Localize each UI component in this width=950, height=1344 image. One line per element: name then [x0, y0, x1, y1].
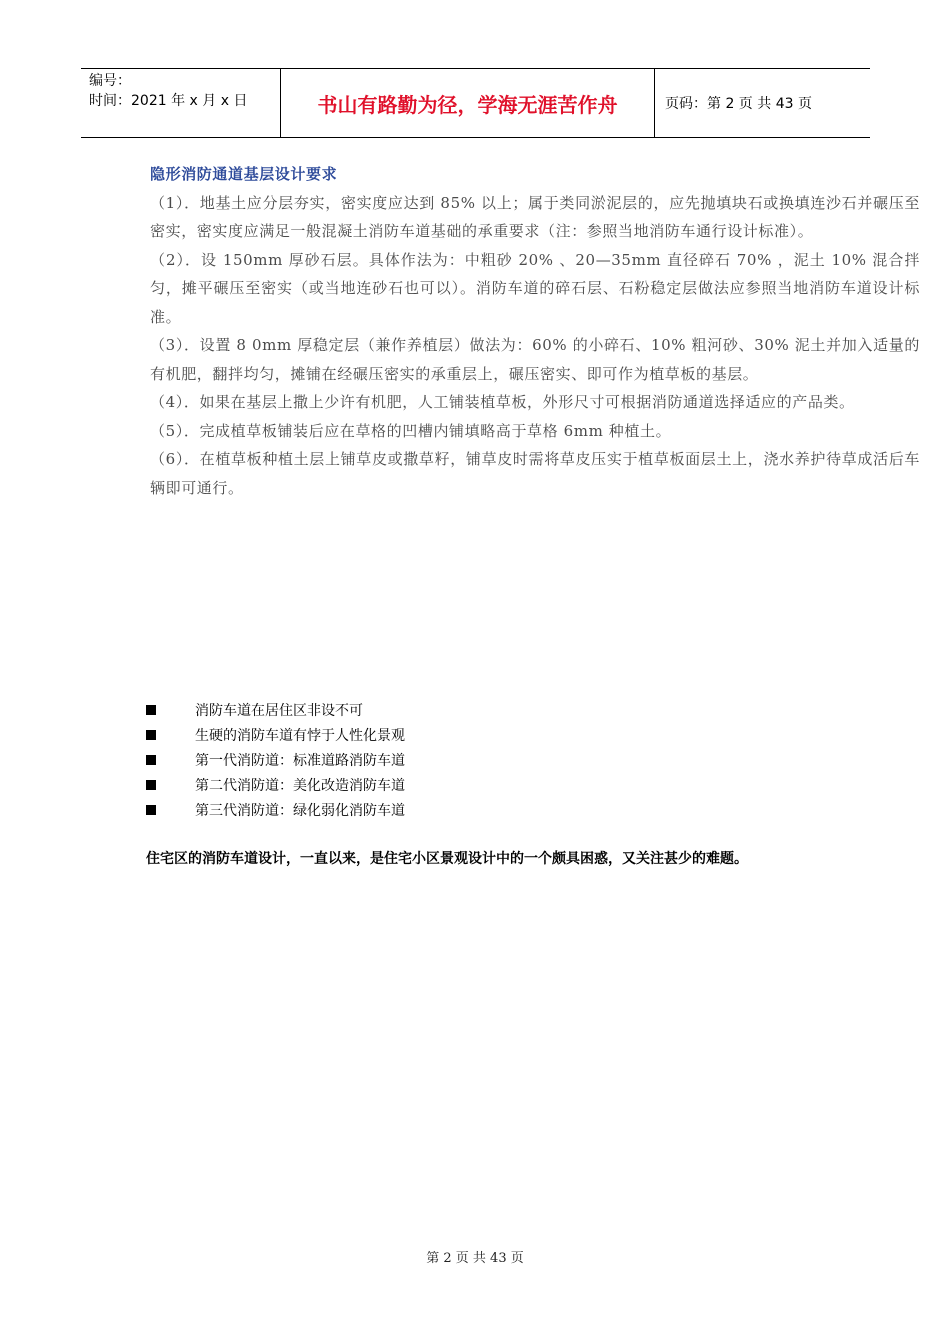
requirement-6: （6）．在植草板种植土层上铺草皮或撒草籽，铺草皮时需将草皮压实于植草板面层土上，浇水养护待草成活后车辆即可通行。	[150, 450, 920, 497]
header-meta	[81, 69, 281, 137]
square-bullet-icon	[146, 780, 156, 790]
body-paragraph: 住宅区的消防车道设计，一直以来，是住宅小区景观设计中的一个颇具困惑，又关注甚少的难题。	[146, 851, 748, 867]
bullet-text: 第一代消防道：标准道路消防车道	[195, 752, 405, 769]
bullet-list	[146, 697, 405, 822]
list-item	[146, 697, 405, 722]
bullet-text: 第三代消防道：绿化弱化消防车道	[195, 802, 405, 819]
list-item	[146, 797, 405, 822]
page-footer: 第 2 页 共 43 页	[426, 1251, 524, 1266]
section-title: 隐形消防通道基层设计要求	[150, 165, 338, 183]
scanned-excerpt	[150, 160, 920, 502]
bullet-text: 消防车道在居住区非设不可	[195, 702, 363, 719]
square-bullet-icon	[146, 805, 156, 815]
list-item	[146, 722, 405, 747]
square-bullet-icon	[146, 755, 156, 765]
bullet-text: 第二代消防道：美化改造消防车道	[195, 777, 405, 794]
number-label: 编号：	[89, 73, 131, 89]
bullet-text: 生硬的消防车道有悖于人性化景观	[195, 727, 405, 744]
requirement-5: （5）．完成植草板铺装后应在草格的凹槽内铺填略高于草格 6mm 种植土。	[150, 421, 672, 440]
requirement-1: （1）．地基土应分层夯实，密实度应达到 85% 以上；属于类同淤泥层的，应先抛填块石或换填连沙石并碾压至密实，密实度应满足一般混凝土消防车道基础的承重要求（注：参照当地消防车通行设计标准）。	[150, 193, 920, 240]
header-page-info: 页码：第 2 页 共 43 页	[665, 96, 812, 112]
header-motto: 书山有路勤为径，学海无涯苦作舟	[281, 69, 655, 137]
time-label: 时间：2021 年 x 月 x 日	[89, 93, 248, 109]
requirement-4: （4）．如果在基层上撒上少许有机肥，人工铺装植草板，外形尺寸可根据消防通道选择适应的产品类。	[150, 393, 855, 411]
square-bullet-icon	[146, 730, 156, 740]
list-item	[146, 747, 405, 772]
list-item	[146, 772, 405, 797]
requirement-2: （2）．设 150mm 厚砂石层。具体作法为：中粗砂 20% 、20—35mm 直径碎石 70% ，泥土 10% 混合拌匀，摊平碾压至密实（或当地连砂石也可以）。消防车道的碎石层、石粉稳定层做法应参照当地消防车道设计标准。	[150, 250, 920, 326]
page-header	[81, 68, 870, 138]
requirement-3: （3）．设置 8 0mm 厚稳定层（兼作养植层）做法为：60% 的小碎石、10% 粗河砂、30% 泥土并加入适量的有机肥，翻拌均匀，摊铺在经碾压密实的承重层上，碾压密实、即可作为植草板的基层。	[150, 336, 920, 383]
square-bullet-icon	[146, 705, 156, 715]
